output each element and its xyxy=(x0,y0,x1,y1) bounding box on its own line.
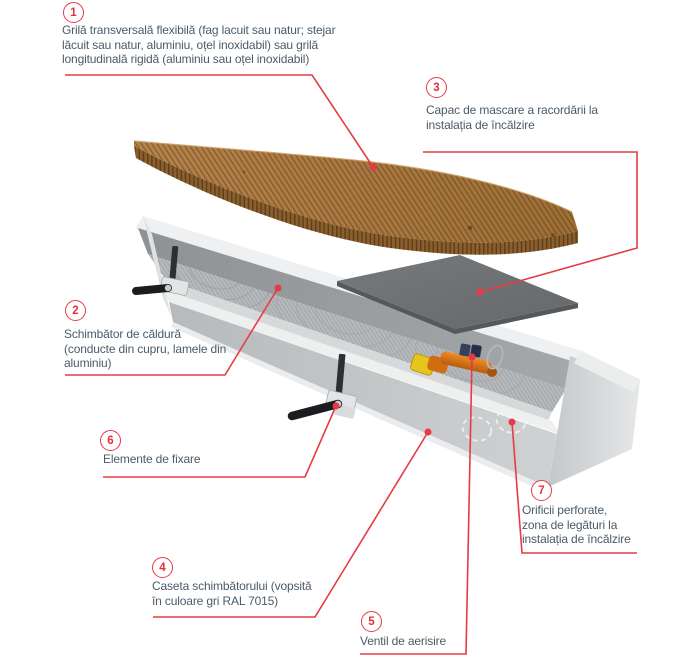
callout-badge-4: 4 xyxy=(152,557,173,578)
callout-text-line: în culoare gri RAL 7015) xyxy=(152,593,279,608)
leader-dot-7 xyxy=(509,419,516,426)
callout-text-2 xyxy=(64,327,226,371)
fixing-lever xyxy=(292,404,338,416)
air-vent-valve-knob xyxy=(459,343,471,357)
leader-dot-3 xyxy=(477,289,484,296)
callout-text-line: aluminiu) xyxy=(64,356,112,370)
callout-text-line: instalația de încălzire xyxy=(522,532,631,546)
grille-top-slats xyxy=(134,141,578,243)
callout-badge-7: 7 xyxy=(531,480,552,501)
fixing-lever xyxy=(136,288,168,291)
callout-text-line: Orificii perforate, xyxy=(522,503,608,517)
callout-text-4 xyxy=(152,579,312,608)
callout-text-line: (conducte din cupru, lamele din xyxy=(64,341,227,356)
callout-badge-6: 6 xyxy=(100,430,121,451)
callout-text-line: Caseta schimbătorului (vopsită xyxy=(152,579,312,593)
callout-text-3 xyxy=(426,103,598,132)
leader-dot-5 xyxy=(469,354,476,361)
callout-text-line: longitudinală rigidă (aluminiu sau oțel inoxidabil) xyxy=(62,52,310,66)
callout-text-line: instalația de încălzire xyxy=(426,117,535,132)
wood-knot xyxy=(468,226,472,230)
callout-text-line: lăcuit sau natur, aluminiu, oțel inoxidabil) sau grilă xyxy=(62,37,319,52)
callout-text-line: Ventil de aerisire xyxy=(360,634,447,648)
callout-badge-2: 2 xyxy=(65,300,86,321)
callout-text-line: Capac de mascare a racordării la xyxy=(426,103,598,117)
callout-text-1 xyxy=(62,23,335,67)
callout-text-line: Elemente de fixare xyxy=(103,452,201,466)
wood-knot xyxy=(243,171,246,174)
callout-badge-5: 5 xyxy=(361,611,382,632)
fixing-pivot xyxy=(165,285,171,291)
callout-badge-1: 1 xyxy=(63,2,84,23)
wood-knot xyxy=(551,233,555,237)
callout-text-line: Grilă transversală flexibilă (fag lacuit sau natur; stejar xyxy=(62,23,336,37)
leader-dot-2 xyxy=(275,285,282,292)
callout-text-5 xyxy=(360,634,446,649)
callout-badge-3: 3 xyxy=(426,77,447,98)
callout-text-7 xyxy=(522,503,631,547)
leader-dot-4 xyxy=(425,429,432,436)
callout-text-line: zona de legături la xyxy=(522,517,618,532)
callout-text-6 xyxy=(103,452,200,467)
leader-dot-1 xyxy=(370,164,377,171)
callout-text-line: Schimbător de căldură xyxy=(64,327,181,341)
leader-dot-6 xyxy=(333,403,340,410)
